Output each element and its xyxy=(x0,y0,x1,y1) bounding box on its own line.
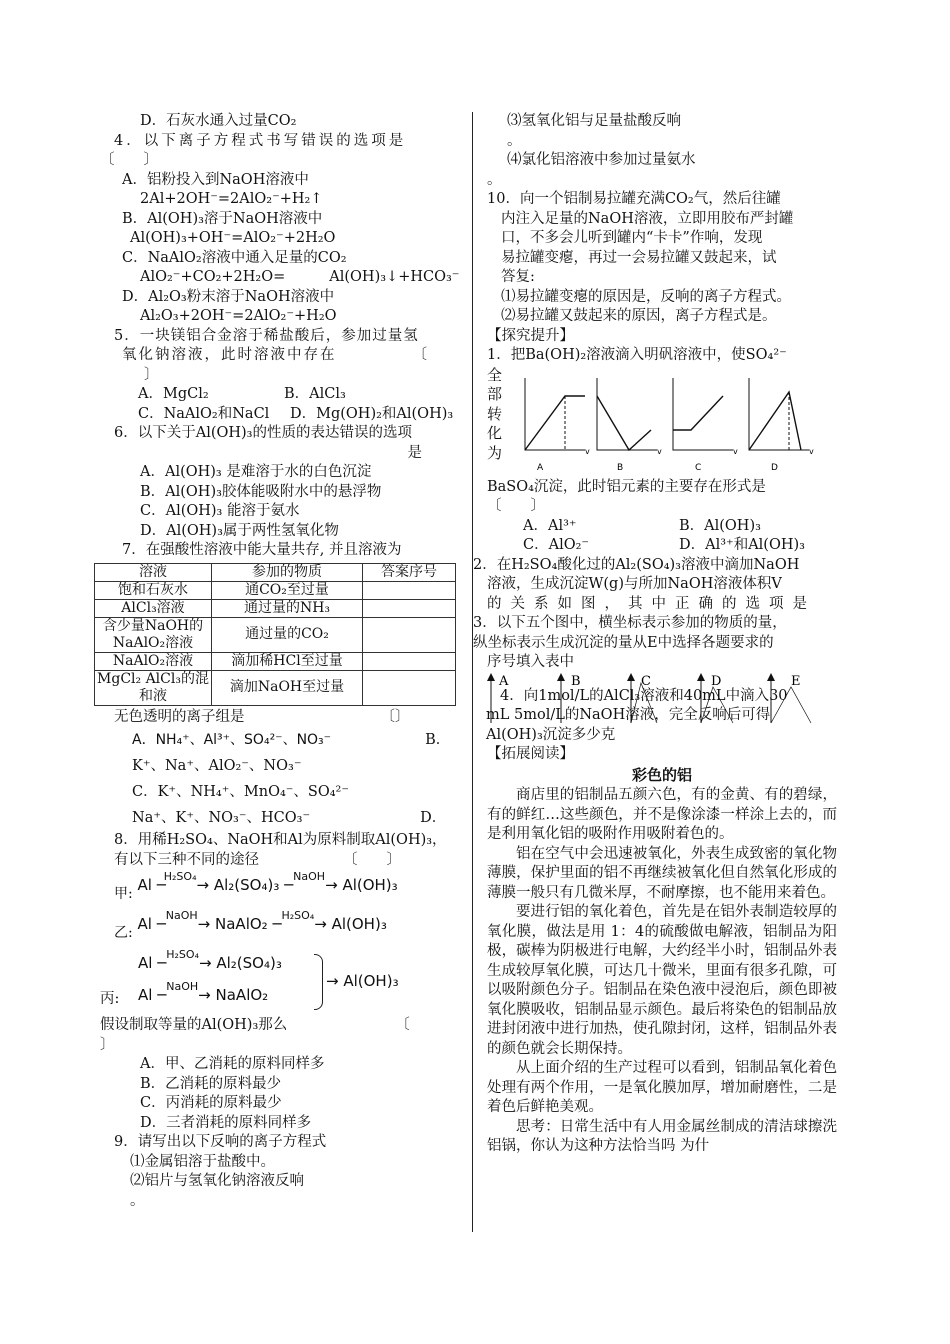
question-e2 xyxy=(473,556,837,615)
e1-side-text xyxy=(487,366,505,464)
q7-header-answer: 答案序号 xyxy=(363,563,456,581)
q7-question: 无色透明的离子组是 〔〕 xyxy=(114,708,410,725)
q10-line: 答复: xyxy=(501,269,535,285)
e1-graphs xyxy=(487,366,837,478)
route-bing-product: → Al(OH)₃ xyxy=(326,972,399,990)
q8-option-c: C．丙消耗的原料最少 xyxy=(140,1095,282,1111)
q4-paren: 〔 〕 xyxy=(100,152,158,168)
question-8 xyxy=(100,831,462,1133)
table-cell: 饱和石灰水 xyxy=(95,581,212,599)
axis-label: v xyxy=(809,446,814,456)
axis-label: v xyxy=(585,446,590,456)
q7-option-b: K⁺、Na⁺、AlO₂⁻、NO₃⁻ xyxy=(132,758,302,774)
q9-sub-3: ⑶氢氧化铝与足量盐酸反响 xyxy=(507,113,681,129)
arrow-icon: ─NaOH→ xyxy=(284,870,338,894)
q4-option-d: D．Al₂O₃粉末溶于NaOH溶液中 xyxy=(122,288,335,305)
q9-sub-2-end: 。 xyxy=(130,1192,145,1209)
e4-line: mL 5mol/L的NaOH溶液，完全反响后可得 xyxy=(486,707,771,723)
table-cell: 通过量的CO₂ xyxy=(212,617,363,652)
e2-line: 溶液，生成沉淀W(g)与所加NaOH溶液体积V xyxy=(487,576,782,592)
side-char: 转 xyxy=(487,404,503,423)
q4-option-c: C．NaAlO₂溶液中通入足量的CO₂ xyxy=(122,249,347,266)
table-cell: 通CO₂至过量 xyxy=(212,581,363,599)
q5-paren-close: 〕 xyxy=(144,366,159,383)
left-column xyxy=(97,112,462,1211)
q7-header-substance: 参加的物质 xyxy=(212,563,363,581)
small-graph-label: E xyxy=(791,673,801,689)
arrow-icon: ─H₂SO₄→ xyxy=(156,870,210,894)
q5-stem-2: 氧化钠溶液，此时溶液中存在 〔 xyxy=(122,347,427,363)
axis-label: v xyxy=(657,446,662,456)
brace-icon xyxy=(314,954,323,1010)
reading-title: 彩色的铝 xyxy=(631,766,692,784)
small-graph-label: C xyxy=(641,673,651,689)
q8-option-a: A．甲、乙消耗的原料同样多 xyxy=(140,1056,325,1072)
q9-sub-4: ⑷氯化铝溶液中参加过量氨水 xyxy=(507,152,696,168)
q8-option-b: B．乙消耗的原料最少 xyxy=(140,1075,282,1092)
q4-stem: 4．以下离子方程式书写错误的选项是 xyxy=(114,132,407,149)
graph-label-b: B xyxy=(617,462,624,473)
e1-graph-set xyxy=(517,372,837,476)
table-cell: MgCl₂ AlCl₃的混和液 xyxy=(95,670,212,705)
question-5 xyxy=(100,327,462,425)
q5-options-cd: C．NaAlO₂和NaCl D．Mg(OH)₂和Al(OH)₃ xyxy=(138,405,454,422)
section-explore-heading: 【探究提升】 xyxy=(487,327,574,344)
e3-line: 纵坐标表示生成沉淀的量从E中选择各题要求的 xyxy=(473,634,774,651)
q10-sub-1: ⑴易拉罐变瘪的原因是，反响的离子方程式。 xyxy=(501,288,791,305)
graph-d xyxy=(749,378,814,473)
route-jia: 甲: Al ─H₂SO₄→ Al₂(SO₄)₃ ─NaOH→ Al(OH)₃ xyxy=(114,870,398,902)
q7-table-header xyxy=(95,563,456,581)
side-char: 全 xyxy=(487,365,503,384)
table-row xyxy=(95,670,456,705)
q6-option-b: B．Al(OH)₃胶体能吸附水中的悬浮物 xyxy=(140,483,382,500)
table-cell: 通过量的NH₃ xyxy=(212,599,363,617)
answer-cell[interactable] xyxy=(363,617,456,652)
table-row xyxy=(95,652,456,670)
side-char: 化 xyxy=(487,424,503,442)
q7-option-a-row: A．NH₄⁺、Al³⁺、SO₄²⁻、NO₃⁻ B． xyxy=(132,732,451,748)
arrow-icon: ─NaOH→ xyxy=(156,909,211,933)
table-row xyxy=(95,617,456,652)
small-graph-label: D xyxy=(711,673,722,689)
route-bing-line-2: Al ─NaOH→ NaAlO₂ xyxy=(138,980,269,1004)
q10-sub-2: ⑵易拉罐又鼓起来的原因，离子方程式是。 xyxy=(501,308,777,324)
small-graph-label: B xyxy=(571,673,581,689)
arrow-icon: ─H₂SO₄→ xyxy=(157,948,212,972)
e3-graphs xyxy=(486,673,837,743)
q7-option-c: C．K⁺、NH₄⁺、MnO₄⁻、SO₄²⁻ xyxy=(132,784,350,800)
graph-b xyxy=(597,378,662,473)
e1-stem: 1．把Ba(OH)₂溶液滴入明矾溶液中，使SO₄²⁻ xyxy=(487,347,787,363)
q9-sub-3-end: 。 xyxy=(507,132,522,149)
graph-a xyxy=(525,378,590,473)
q8-ask: 假设制取等量的Al(OH)₃那么 〔 xyxy=(100,1017,410,1033)
q4-option-c-equation: AlO₂⁻+CO₂+2H₂O= Al(OH)₃↓+HCO₃⁻ xyxy=(140,269,460,285)
small-graph-label: A xyxy=(499,673,509,689)
route-bing-line-1: Al ─H₂SO₄→ Al₂(SO₄)₃ xyxy=(138,948,282,972)
table-row xyxy=(95,581,456,599)
answer-cell[interactable] xyxy=(363,599,456,617)
q7-header-solution: 溶液 xyxy=(95,563,212,581)
question-10 xyxy=(487,190,837,327)
q10-line: 内注入足量的NaOH溶液，立即用胶布严封罐 xyxy=(501,210,794,227)
table-cell: 滴加稀HCl至过量 xyxy=(212,652,363,670)
axis-label: v xyxy=(733,446,738,456)
graph-label-d: D xyxy=(771,462,778,473)
arrow-icon: ─NaOH→ xyxy=(157,980,211,1004)
graph-label-c: C xyxy=(695,462,702,473)
q8-ask-paren: 〕 xyxy=(100,1036,115,1053)
q7-stem: 7．在强酸性溶液中能大量共存, 并且溶液为 xyxy=(122,542,402,558)
q9-sub-1: ⑴金属铝溶于盐酸中。 xyxy=(130,1153,275,1170)
question-7 xyxy=(97,541,462,831)
reading-paragraph: 思考：日常生活中有人用金属丝制成的清洁球擦洗铝锅，你认为这种方法恰当吗 为什 xyxy=(487,1118,837,1154)
reading-paragraph: 要进行铝的氧化着色，首先是在铝外表制造较厚的氧化膜，做法是用 1：4的硫酸做电解液，铝制品为阳极，碳棒为阴极进行电解，大约经半小时，铝制品外表生成较厚氧化膜，可达几十微米，里面有很多孔隙，可以吸附颜色分子。铝制品在染色液中浸泡后，颜色即被氧化膜吸收，铝制品显示颜色。最后将染色的铝制品放进封闭液中进行加热，使孔隙封闭，这样，铝制品外表的颜色就会长期保持。 xyxy=(487,904,837,1057)
q4-option-b: B．Al(OH)₃溶于NaOH溶液中 xyxy=(122,210,323,227)
e1-options-cd: C．AlO₂⁻ D．Al³⁺和Al(OH)₃ xyxy=(523,537,805,553)
q3-option-d: D．石灰水通入过量CO₂ xyxy=(140,113,297,129)
e1-paren: 〔 〕 xyxy=(487,498,545,514)
reading-paragraph: 商店里的铝制品五颜六色，有的金黄、有的碧绿，有的鲜红…这些颜色，并不是像涂漆一样涂上去的，而是利用氧化铝的吸附作用吸附着色的。 xyxy=(487,787,837,842)
q10-line: 10．向一个铝制易拉罐充满CO₂气，然后往罐 xyxy=(487,191,781,207)
q4-option-b-equation: Al(OH)₃+OH⁻=AlO₂⁻+2H₂O xyxy=(130,230,336,246)
q8-option-d: D．三者消耗的原料同样多 xyxy=(140,1114,312,1131)
q9-sub-4-end: 。 xyxy=(487,171,502,188)
q6-stem-2: 是 xyxy=(407,444,422,461)
e3-line: 序号填入表中 xyxy=(487,654,574,670)
q9-sub-2: ⑵铝片与氢氧化钠溶液反响 xyxy=(130,1173,304,1189)
e3-line: 3．以下五个图中，横坐标表示参加的物质的量， xyxy=(473,615,787,631)
q4-option-a: A．铝粉投入到NaOH溶液中 xyxy=(122,171,309,188)
e1-tail: BaSO₄沉淀，此时铝元素的主要存在形式是 xyxy=(487,478,766,495)
answer-cell[interactable] xyxy=(363,581,456,599)
reading-paragraph: 从上面介绍的生产过程可以看到，铝制品氧化着色处理有两个作用，一是氧化膜加厚，增加耐磨性，二是着色后鲜艳美观。 xyxy=(487,1060,837,1115)
route-bing xyxy=(100,948,462,1016)
q8-stem-2: 有以下三种不同的途径 〔 〕 xyxy=(114,851,401,868)
e2-line: 2．在H₂SO₄酸化过的Al₂(SO₄)₃溶液中滴加NaOH xyxy=(473,556,800,573)
side-char: 部 xyxy=(487,385,503,403)
route-bing-label: 丙: xyxy=(100,991,120,1007)
q6-stem: 6．以下关于Al(OH)₃的性质的表达错误的选项 xyxy=(114,425,412,441)
table-cell: NaAlO₂溶液 xyxy=(95,652,212,670)
section-reading-heading: 【拓展阅读】 xyxy=(487,745,574,762)
reading-paragraph: 铝在空气中会迅速被氧化，外表生成致密的氧化物薄膜，保护里面的铝不再继续被氧化但自然氧化形成的薄膜一般只有几微米厚，不耐摩擦，也不能用来着色。 xyxy=(487,845,837,901)
graph-label-a: A xyxy=(537,462,544,473)
e4-line: 4．向1mol/L的AlCl₃溶液和40mL中滴入30 xyxy=(500,687,788,704)
route-yi: 乙: Al ─NaOH→ NaAlO₂ ─H₂SO₄→ Al(OH)₃ xyxy=(114,909,387,941)
q7-option-d-row: Na⁺、K⁺、NO₃⁻、HCO₃⁻ D． xyxy=(132,810,447,826)
table-row xyxy=(95,599,456,617)
q5-options-ab: A．MgCl₂ B．AlCl₃ xyxy=(138,386,346,402)
q6-option-a: A．Al(OH)₃ 是难溶于水的白色沉淀 xyxy=(140,464,372,480)
graph-c xyxy=(673,378,738,473)
answer-cell[interactable] xyxy=(363,652,456,670)
question-e3 xyxy=(473,614,837,673)
table-cell: 滴加NaOH至过量 xyxy=(212,670,363,705)
q8-stem: 8．用稀H₂SO₄、NaOH和Al为原料制取Al(OH)₃， xyxy=(114,832,447,848)
q6-option-d: D．Al(OH)₃属于两性氢氧化物 xyxy=(140,522,339,539)
q9-stem: 9．请写出以下反响的离子方程式 xyxy=(114,1134,327,1150)
e4-line: Al(OH)₃沉淀多少克 xyxy=(486,726,616,743)
q5-stem-1: 5．一块镁铝合金溶于稀盐酸后，参加过量氢 xyxy=(114,327,419,344)
question-4 xyxy=(100,132,462,327)
question-e4 xyxy=(486,687,836,746)
right-column xyxy=(473,112,837,1157)
q4-option-a-equation: 2Al+2OH⁻=2AlO₂⁻+H₂↑ xyxy=(140,191,323,207)
q7-table xyxy=(94,563,456,706)
question-6 xyxy=(100,424,462,541)
table-cell: 含少量NaOH的NaAlO₂溶液 xyxy=(95,617,212,652)
arrow-icon: ─H₂SO₄→ xyxy=(272,909,327,933)
table-cell: AlCl₃溶液 xyxy=(95,599,212,617)
q10-line: 易拉罐变瘪，再过一会易拉罐又鼓起来，试 xyxy=(501,249,777,266)
q4-option-d-equation: Al₂O₃+2OH⁻=2AlO₂⁻+H₂O xyxy=(140,308,337,324)
answer-cell[interactable] xyxy=(363,670,456,705)
e2-line: 的关系如图，其中正确的选项是 xyxy=(487,595,816,612)
q6-option-c: C．Al(OH)₃ 能溶于氨水 xyxy=(140,503,300,519)
side-char: 为 xyxy=(487,443,503,462)
e1-options-ab: A．Al³⁺ B．Al(OH)₃ xyxy=(523,517,761,534)
question-9 xyxy=(100,1133,462,1211)
q10-line: 口，不多会儿听到罐内“卡卡”作响，发现 xyxy=(501,230,763,246)
